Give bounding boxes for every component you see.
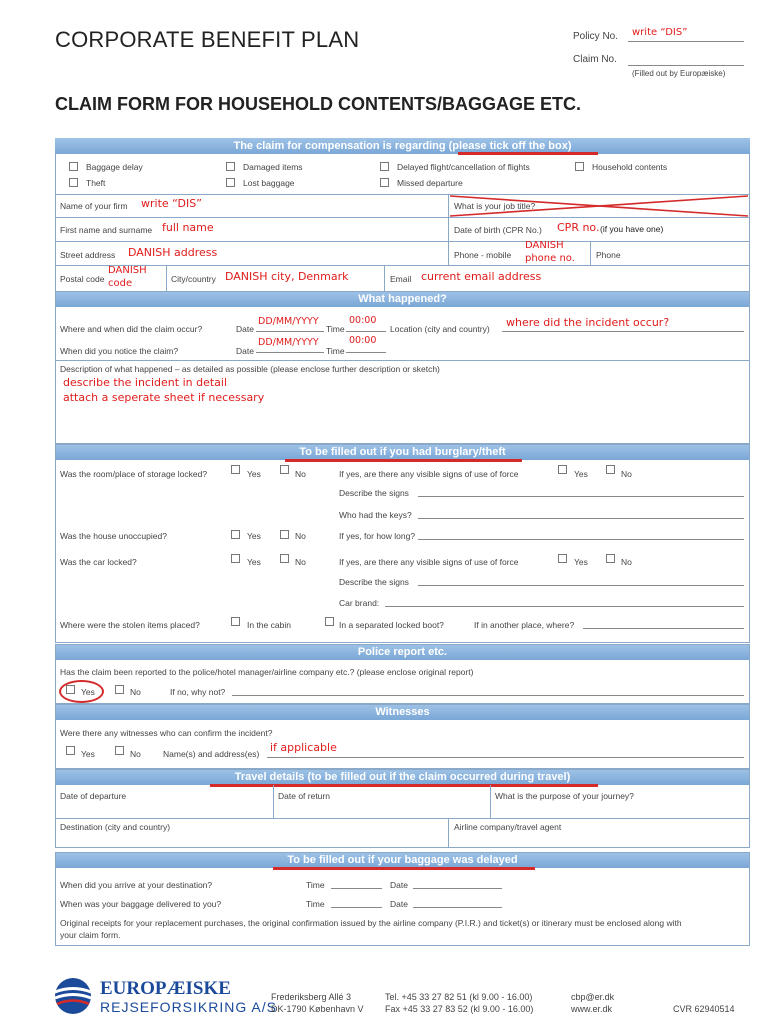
car-describe-line[interactable]	[418, 585, 744, 586]
airline-label: Airline company/travel agent	[454, 822, 562, 832]
form-header-title: CORPORATE BENEFIT PLAN	[55, 27, 360, 52]
time-label-2: Time	[326, 346, 345, 356]
no-label: No	[295, 531, 306, 541]
checkbox-damaged-items[interactable]	[226, 162, 235, 171]
yes-label: Yes	[247, 557, 261, 567]
address-1: Frederiksberg Allé 3	[271, 992, 352, 1002]
label-missed-departure: Missed departure	[397, 178, 463, 188]
checkbox-room-yes[interactable]	[231, 465, 240, 474]
time-label-1: Time	[326, 324, 345, 334]
arrive-time-line[interactable]	[331, 888, 382, 889]
location-value[interactable]: where did the incident occur?	[506, 316, 670, 329]
destination-label: Destination (city and country)	[60, 822, 171, 832]
no-label: No	[295, 557, 306, 567]
section-title-what-happened: What happened?	[55, 291, 750, 307]
car-locked-label: Was the car locked?	[60, 557, 137, 567]
label-damaged-items: Damaged items	[243, 162, 303, 172]
checkbox-theft[interactable]	[69, 178, 78, 187]
date-label-2: Date	[236, 346, 254, 356]
arrive-label: When did you arrive at your destination?	[60, 880, 213, 890]
red-underline	[458, 152, 598, 155]
description-value-1[interactable]: describe the incident in detail	[63, 376, 228, 389]
why-not-line[interactable]	[232, 695, 744, 696]
delivered-time-line[interactable]	[331, 907, 382, 908]
checkbox-household[interactable]	[575, 162, 584, 171]
checkbox-cabin[interactable]	[231, 617, 240, 626]
time-value-2[interactable]: 00:00	[349, 335, 377, 346]
policy-line	[628, 41, 744, 42]
divider	[55, 265, 750, 266]
divider	[55, 360, 750, 361]
email-link[interactable]: cbp@er.dk	[571, 992, 615, 1002]
car-describe-label: Describe the signs	[339, 577, 409, 587]
yes-label: Yes	[574, 469, 588, 479]
dob-value[interactable]: CPR no.	[557, 221, 600, 234]
checkbox-delayed-flight[interactable]	[380, 162, 389, 171]
return-label: Date of return	[278, 791, 330, 801]
stolen-placed-label: Where were the stolen items placed?	[60, 620, 200, 630]
section-title-claim: The claim for compensation is regarding (please tick off the box)	[55, 138, 750, 154]
notice-label: When did you notice the claim?	[60, 346, 179, 356]
police-question: Has the claim been reported to the police/hotel manager/airline company etc.? (please enclose original report)	[60, 667, 474, 677]
receipts-note-2: your claim form.	[60, 930, 121, 940]
unoccupied-label: Was the house unoccupied?	[60, 531, 167, 541]
other-place-label: If in another place, where?	[474, 620, 575, 630]
logo-text-2: REJSEFORSIKRING A/S	[100, 999, 277, 1015]
section-title-baggage-delayed: To be filled out if your baggage was delayed	[55, 852, 750, 868]
how-long-label: If yes, for how long?	[339, 531, 416, 541]
divider	[448, 217, 449, 241]
label-baggage-delay: Baggage delay	[86, 162, 143, 172]
policy-label: Policy No.	[573, 31, 619, 42]
date-value-2[interactable]: DD/MM/YYYY	[258, 337, 319, 348]
checkbox-police-no[interactable]	[115, 685, 124, 694]
postal-value-1[interactable]: DANISH	[108, 265, 147, 276]
car-signs-question: If yes, are there any visible signs of use of force	[339, 557, 519, 567]
checkbox-signs-no[interactable]	[606, 465, 615, 474]
description-value-2[interactable]: attach a seperate sheet if necessary	[63, 391, 265, 404]
divider	[490, 785, 491, 818]
date-value-1[interactable]: DD/MM/YYYY	[258, 316, 319, 327]
section-travel	[55, 769, 750, 848]
checkbox-car-no[interactable]	[280, 554, 289, 563]
city-label: City/country	[171, 274, 216, 284]
where-label: Where and when did the claim occur?	[60, 324, 203, 334]
yes-label: Yes	[247, 469, 261, 479]
no-label: No	[130, 749, 141, 759]
mobile-value-2[interactable]: phone no.	[525, 253, 575, 264]
why-not-label: If no, why not?	[170, 687, 226, 697]
describe-signs-line[interactable]	[418, 496, 744, 497]
checkbox-lost-baggage[interactable]	[226, 178, 235, 187]
claim-label: Claim No.	[573, 54, 617, 65]
address-2: DK-1790 København V	[271, 1004, 364, 1014]
section-title-police: Police report etc.	[55, 644, 750, 660]
room-locked-label: Was the room/place of storage locked?	[60, 469, 208, 479]
no-label: No	[621, 557, 632, 567]
label-lost-baggage: Lost baggage	[243, 178, 295, 188]
divider	[55, 217, 750, 218]
car-brand-line[interactable]	[385, 606, 744, 607]
underline	[256, 331, 324, 332]
phone-label: Phone	[596, 250, 621, 260]
time-label: Time	[306, 899, 325, 909]
label-household: Household contents	[592, 162, 668, 172]
dob-note: (if you have one)	[600, 224, 664, 234]
mobile-value-1[interactable]: DANISH	[525, 240, 564, 251]
firm-value[interactable]: write “DIS”	[141, 197, 202, 210]
divider	[55, 818, 750, 819]
witness-question: Were there any witnesses who can confirm the incident?	[60, 728, 273, 738]
arrive-date-line[interactable]	[413, 888, 502, 889]
logo-text-1: EUROPÆISKE	[100, 978, 231, 999]
divider	[166, 265, 167, 291]
city-value[interactable]: DANISH city, Denmark	[225, 270, 349, 283]
checkbox-unoccupied-no[interactable]	[280, 530, 289, 539]
dob-label: Date of birth (CPR No.)	[454, 225, 542, 235]
underline	[256, 352, 324, 353]
signs-question: If yes, are there any visible signs of use of force	[339, 469, 519, 479]
telephone: Tel. +45 33 27 82 51 (kl 9.00 - 16.00)	[385, 992, 533, 1002]
other-place-line[interactable]	[583, 628, 744, 629]
checkbox-boot[interactable]	[325, 617, 334, 626]
underline	[346, 352, 386, 353]
time-label: Time	[306, 880, 325, 890]
email-value[interactable]: current email address	[421, 270, 542, 283]
checkbox-car-yes[interactable]	[231, 554, 240, 563]
delivered-date-line[interactable]	[413, 907, 502, 908]
underline	[346, 331, 386, 332]
yes-label: Yes	[574, 557, 588, 567]
street-value[interactable]: DANISH address	[128, 246, 218, 259]
cvr-number: CVR 62940514	[673, 1004, 735, 1014]
receipts-note-1: Original receipts for your replacement purchases, the original confirmation issued by the airline company (P.I.R.) and ticket(s) or itinerary must be enclosed along with	[60, 918, 682, 928]
names-label: Name(s) and address(es)	[163, 749, 260, 759]
circle-mark-icon	[59, 680, 104, 703]
divider	[55, 241, 750, 242]
label-theft: Theft	[86, 178, 106, 188]
car-brand-label: Car brand:	[339, 598, 380, 608]
divider	[273, 785, 274, 818]
time-value-1[interactable]: 00:00	[349, 315, 377, 326]
checkbox-baggage-delay[interactable]	[69, 162, 78, 171]
no-label: No	[621, 469, 632, 479]
email-label: Email	[390, 274, 412, 284]
section-title-travel: Travel details (to be filled out if the claim occurred during travel)	[55, 769, 750, 785]
form-title: CLAIM FORM FOR HOUSEHOLD CONTENTS/BAGGAGE ETC.	[55, 94, 581, 114]
firm-label: Name of your firm	[60, 201, 128, 211]
checkbox-witness-yes[interactable]	[66, 746, 75, 755]
claim-line[interactable]	[628, 65, 744, 66]
divider	[590, 241, 591, 265]
delivered-label: When was your baggage delivered to you?	[60, 899, 222, 909]
postal-value-2[interactable]: code	[108, 278, 133, 289]
postal-label: Postal code	[60, 274, 105, 284]
describe-signs-label: Describe the signs	[339, 488, 409, 498]
policy-value[interactable]: write “DIS”	[632, 27, 688, 38]
checkbox-signs-yes[interactable]	[558, 465, 567, 474]
description-label: Description of what happened – as detailed as possible (please enclose further description or sketch)	[60, 364, 440, 374]
checkbox-car-signs-no[interactable]	[606, 554, 615, 563]
divider	[448, 818, 449, 848]
name-value[interactable]: full name	[162, 221, 214, 234]
underline	[502, 331, 744, 332]
keys-line[interactable]	[418, 518, 744, 519]
section-title-burglary: To be filled out if you had burglary/theft	[55, 444, 750, 460]
label-delayed-flight: Delayed flight/cancellation of flights	[397, 162, 530, 172]
checkbox-room-no[interactable]	[280, 465, 289, 474]
checkbox-unoccupied-yes[interactable]	[231, 530, 240, 539]
website-link[interactable]: www.er.dk	[571, 1004, 613, 1014]
date-label: Date	[390, 880, 408, 890]
divider	[384, 265, 385, 291]
how-long-line[interactable]	[418, 539, 744, 540]
yes-label: Yes	[247, 531, 261, 541]
name-label: First name and surname	[60, 225, 153, 235]
no-label: No	[130, 687, 141, 697]
mobile-label: Phone - mobile	[454, 250, 512, 260]
yes-label: Yes	[81, 687, 95, 697]
europaeiske-logo-icon	[51, 976, 95, 1016]
date-label-1: Date	[236, 324, 254, 334]
street-label: Street address	[60, 250, 116, 260]
fax: Fax +45 33 27 83 52 (kl 9.00 - 16.00)	[385, 1004, 534, 1014]
no-label: No	[295, 469, 306, 479]
names-value[interactable]: if applicable	[270, 741, 337, 754]
checkbox-witness-no[interactable]	[115, 746, 124, 755]
job-label: What is your job title?	[454, 201, 536, 211]
claim-note: (Filled out by Europæiske)	[632, 69, 726, 78]
strikeout-icon	[448, 194, 750, 218]
location-label: Location (city and country)	[390, 324, 490, 334]
section-title-witnesses: Witnesses	[55, 704, 750, 720]
cabin-label: In the cabin	[247, 620, 291, 630]
keys-label: Who had the keys?	[339, 510, 412, 520]
checkbox-car-signs-yes[interactable]	[558, 554, 567, 563]
purpose-label: What is the purpose of your journey?	[495, 791, 634, 801]
date-label: Date	[390, 899, 408, 909]
names-line[interactable]	[267, 757, 744, 758]
departure-label: Date of departure	[60, 791, 127, 801]
checkbox-missed-departure[interactable]	[380, 178, 389, 187]
yes-label: Yes	[81, 749, 95, 759]
boot-label: In a separated locked boot?	[339, 620, 444, 630]
divider	[448, 241, 449, 265]
